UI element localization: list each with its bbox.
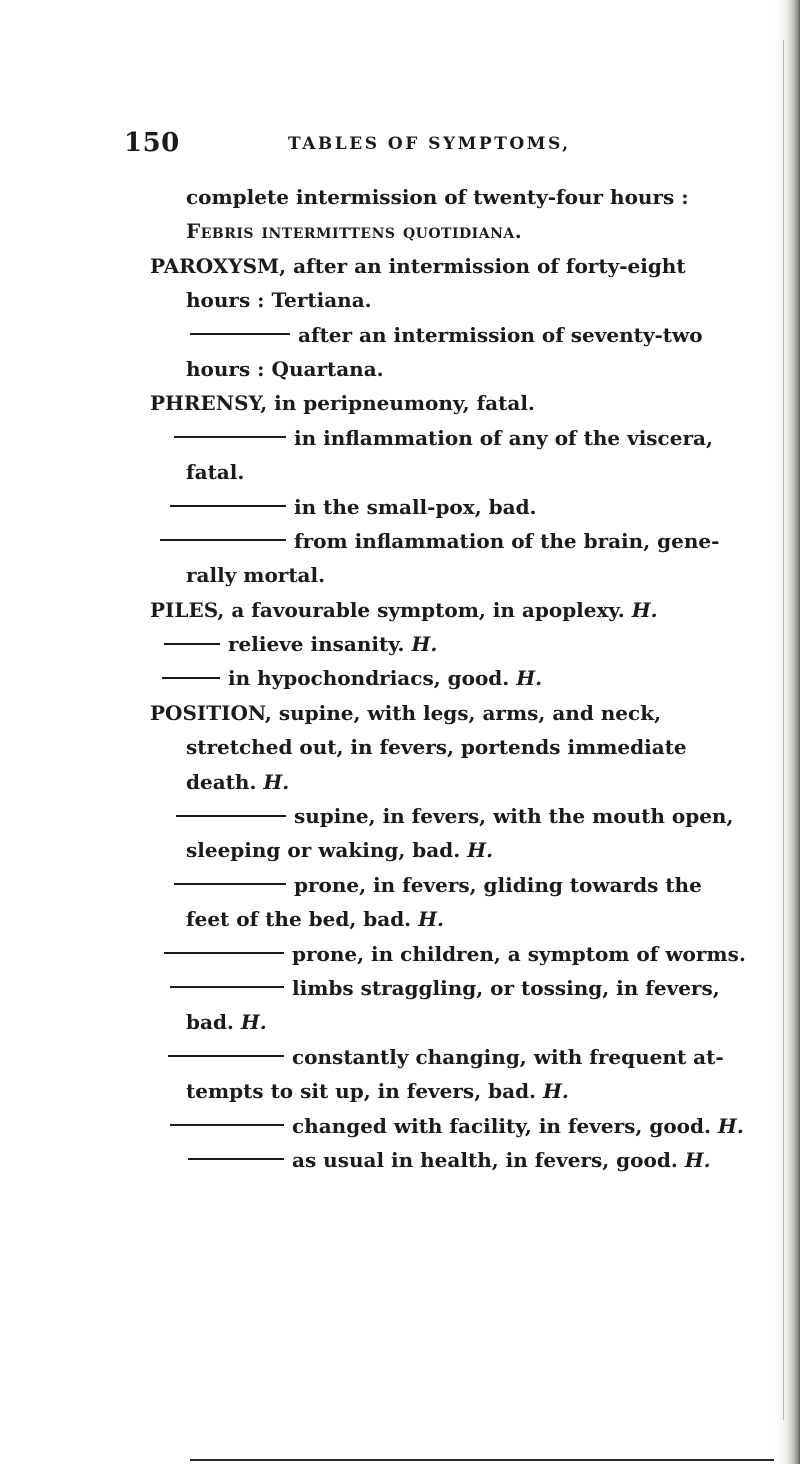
text-line: changed with facility, in fevers, good. H. bbox=[150, 1109, 740, 1143]
text-line: constantly changing, with frequent at- bbox=[150, 1040, 740, 1074]
text-line: Febris intermittens quotidiana. bbox=[186, 219, 523, 244]
source-mark: H. bbox=[684, 1147, 711, 1172]
ditto-rule bbox=[170, 1124, 284, 1126]
ditto-rule bbox=[174, 883, 286, 885]
text-line: as usual in health, in fevers, good. H. bbox=[150, 1143, 740, 1177]
page-number: 150 bbox=[124, 128, 180, 158]
text-line: supine, in fevers, with the mouth open, bbox=[150, 799, 740, 833]
text-line: in the small-pox, bad. bbox=[150, 490, 740, 524]
entry-heading-position: POSITION, supine, with legs, arms, and neck, bbox=[150, 700, 662, 725]
source-mark: H. bbox=[467, 838, 494, 863]
running-title: TABLES OF SYMPTOMS, bbox=[288, 134, 571, 154]
source-mark: H. bbox=[240, 1010, 267, 1035]
page-text bbox=[150, 180, 746, 1177]
bottom-rule bbox=[190, 1459, 774, 1461]
source-mark: H. bbox=[542, 1079, 569, 1104]
text-line: feet of the bed, bad. H. bbox=[186, 907, 444, 932]
source-mark: H. bbox=[516, 666, 543, 691]
ditto-rule bbox=[168, 1055, 284, 1057]
text-line: stretched out, in fevers, portends immediate bbox=[186, 735, 687, 760]
source-mark: H. bbox=[263, 769, 290, 794]
text-line: sleeping or waking, bad. H. bbox=[186, 838, 494, 863]
source-mark: H. bbox=[717, 1113, 744, 1138]
text-line: tempts to sit up, in fevers, bad. H. bbox=[186, 1079, 569, 1104]
text-line: hours : Quartana. bbox=[186, 356, 384, 381]
text-line: death. H. bbox=[186, 769, 290, 794]
text-line: rally mortal. bbox=[186, 563, 326, 588]
text-line: fatal. bbox=[186, 460, 245, 485]
text-line: complete intermission of twenty-four hours : bbox=[186, 185, 689, 209]
source-mark: H. bbox=[631, 597, 658, 622]
text-line: prone, in children, a symptom of worms. bbox=[150, 937, 740, 971]
text-line: limbs straggling, or tossing, in fevers, bbox=[150, 971, 740, 1005]
text-line: hours : Tertiana. bbox=[186, 288, 372, 313]
ditto-rule bbox=[176, 815, 286, 817]
text-line: relieve insanity. H. bbox=[150, 627, 740, 661]
ditto-rule bbox=[188, 1158, 284, 1160]
ditto-rule bbox=[162, 677, 220, 679]
text-line: prone, in fevers, gliding towards the bbox=[150, 868, 740, 902]
text-line: bad. H. bbox=[186, 1010, 267, 1035]
ditto-rule bbox=[164, 643, 220, 645]
text-line: after an intermission of seventy-two bbox=[150, 318, 740, 352]
entry-heading-piles: PILES, a favourable symptom, in apoplexy. H. bbox=[150, 597, 658, 622]
entry-heading-phrensy: PHRENSY, in peripneumony, fatal. bbox=[150, 391, 535, 416]
text-line: from inflammation of the brain, gene- bbox=[150, 524, 740, 558]
entry-heading-paroxysm: PAROXYSM, after an intermission of forty-eight bbox=[150, 253, 686, 278]
page-edge-shadow bbox=[774, 0, 800, 1464]
ditto-rule bbox=[170, 505, 286, 507]
ditto-rule bbox=[164, 952, 284, 954]
text-line: in inflammation of any of the viscera, bbox=[150, 421, 740, 455]
ditto-rule bbox=[190, 333, 290, 335]
source-mark: H. bbox=[411, 632, 438, 657]
ditto-rule bbox=[170, 986, 284, 988]
ditto-rule bbox=[174, 436, 286, 438]
text-line: in hypochondriacs, good. H. bbox=[150, 661, 740, 695]
source-mark: H. bbox=[418, 907, 444, 932]
page-header bbox=[124, 128, 744, 168]
ditto-rule bbox=[160, 539, 286, 541]
